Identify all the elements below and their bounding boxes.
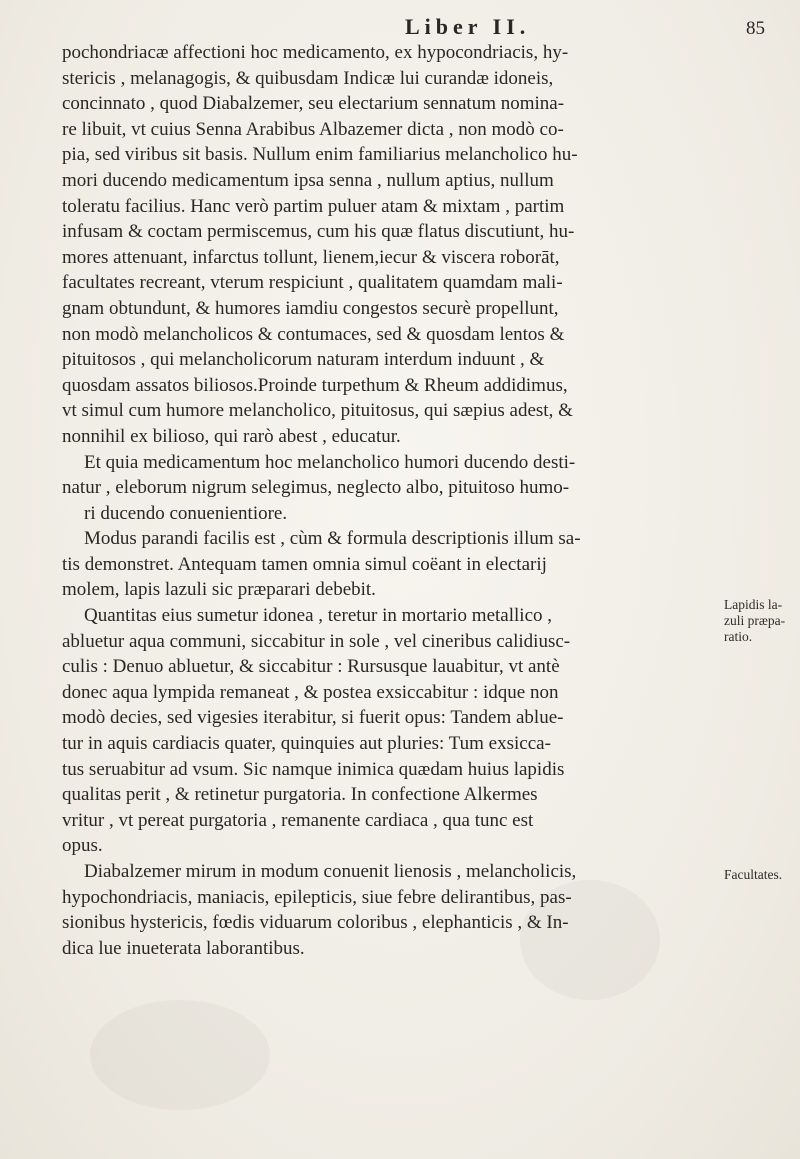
text-line: Modus parandi facilis est , cùm & formula descriptionis illum sa-	[84, 528, 581, 550]
text-line: vritur , vt pereat purgatoria , remanente cardiaca , qua tunc est	[62, 809, 534, 831]
text-line: tis demonstret. Antequam tamen omnia simul coëant in electarij	[62, 553, 547, 575]
text-line: donec aqua lympida remaneat , & postea exsiccabitur : idque non	[62, 681, 559, 703]
text-line: ri ducendo conuenientiore.	[84, 502, 288, 524]
text-line: mori ducendo medicamentum ipsa senna , nullum aptius, nullum	[62, 169, 554, 191]
text-line: pochondriacæ affectioni hoc medicamento, ex hypocondriacis, hy-	[62, 42, 569, 63]
text-line: molem, lapis lazuli sic præparari debebit.	[62, 579, 376, 601]
page-number: 85	[746, 18, 765, 39]
margin-note-line: zuli præpa-	[724, 613, 786, 628]
running-head: Liber II.	[405, 14, 531, 39]
text-line: modò decies, sed vigesies iterabitur, si fuerit opus: Tandem ablue-	[62, 707, 564, 729]
text-line: hypochondriacis, maniacis, epilepticis, siue febre delirantibus, pas-	[62, 886, 572, 908]
page-header	[0, 12, 800, 42]
text-line: culis : Denuo abluetur, & siccabitur : Rursusque lauabitur, vt antè	[62, 656, 560, 678]
text-line: dica lue inueterata laborantibus.	[62, 937, 305, 959]
text-line: non modò melancholicos & contumaces, sed & quosdam lentos &	[62, 323, 565, 345]
margin-note-line: Lapidis la-	[724, 597, 783, 612]
text-line: pia, sed viribus sit basis. Nullum enim familiarius melancholico hu-	[62, 144, 578, 166]
body-text	[62, 40, 722, 961]
margin-note-facultates	[724, 867, 782, 883]
margin-note-line: ratio.	[724, 629, 753, 644]
text-line: concinnato , quod Diabalzemer, seu electarium sennatum nomina-	[62, 93, 565, 115]
text-line: mores attenuant, infarctus tollunt, lienem,iecur & viscera roborāt,	[62, 246, 560, 268]
text-line: quosdam assatos biliosos.Proinde turpethum & Rheum addidimus,	[62, 374, 568, 396]
text-line: Quantitas eius sumetur idonea , teretur in mortario metallico ,	[84, 605, 553, 627]
text-line: facultates recreant, vterum respiciunt , qualitatem quamdam mali-	[62, 272, 563, 294]
text-line: infusam & coctam permiscemus, cum his quæ flatus discutiunt, hu-	[62, 221, 575, 243]
text-line: gnam obtundunt, & humores iamdiu congestos securè propellunt,	[62, 297, 559, 319]
paper-stain	[90, 1000, 270, 1110]
margin-note-line: Facultates.	[724, 867, 783, 882]
text-line: qualitas perit , & retinetur purgatoria. In confectione Alkermes	[62, 784, 538, 806]
text-line: natur , eleborum nigrum selegimus, neglecto albo, pituitoso humo-	[62, 477, 570, 499]
text-line: nonnihil ex bilioso, qui rarò abest , educatur.	[62, 425, 401, 447]
text-line: vt simul cum humore melancholico, pituitosus, qui sæpius adest, &	[62, 400, 573, 422]
text-line: abluetur aqua communi, siccabitur in sole , vel cineribus calidiusc-	[62, 630, 571, 652]
text-line: stericis , melanagogis, & quibusdam Indicæ lui curandæ idoneis,	[62, 67, 554, 89]
text-line: tur in aquis cardiacis quater, quinquies aut pluries: Tum exsicca-	[62, 733, 551, 755]
text-line: toleratu facilius. Hanc verò partim puluer atam & mixtam , partim	[62, 195, 565, 217]
text-line: pituitosos , qui melancholicorum naturam interdum induunt , &	[62, 349, 545, 371]
margin-note-lapis-lazuli	[724, 597, 785, 645]
text-line: re libuit, vt cuius Senna Arabibus Albazemer dicta , non modò co-	[62, 118, 564, 140]
text-line: tus seruabitur ad vsum. Sic namque inimica quædam huius lapidis	[62, 758, 565, 780]
text-line: opus.	[62, 835, 103, 857]
text-line: Et quia medicamentum hoc melancholico humori ducendo desti-	[84, 451, 576, 473]
text-line: Diabalzemer mirum in modum conuenit lienosis , melancholicis,	[84, 861, 577, 882]
text-line: sionibus hystericis, fœdis viduarum coloribus , elephanticis , & In-	[62, 912, 569, 934]
